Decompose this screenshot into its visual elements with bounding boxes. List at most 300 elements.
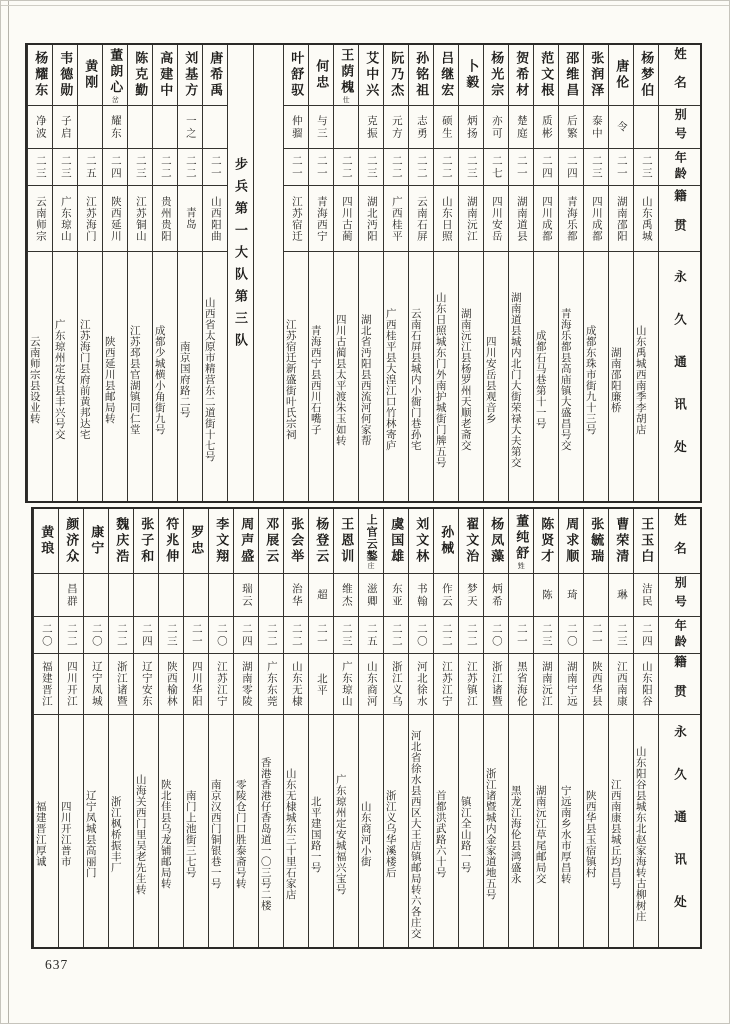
age-cell-text: 二〇	[40, 622, 52, 648]
address-cell-text: 镇江全山路一号	[459, 795, 471, 873]
alias-cell-text: 瑞云	[240, 582, 252, 608]
alias-cell	[159, 573, 183, 616]
roster-column	[483, 509, 508, 947]
age-cell-text: 二二	[65, 622, 77, 648]
age-cell-text: 二四	[109, 154, 121, 180]
age-cell	[59, 616, 83, 653]
name-cell-text: 董朗心岔	[108, 47, 124, 103]
alias-cell-text: 元方	[390, 114, 402, 140]
alias-cell	[434, 573, 458, 616]
native-place-cell-text: 青海乐都	[565, 195, 577, 242]
name-cell-text: 上官云鏊庄	[365, 513, 378, 569]
alias-cell-text: 炳希	[490, 582, 502, 608]
address-cell	[334, 251, 358, 501]
alias-cell-text: 昌群	[65, 582, 77, 608]
address-cell	[484, 251, 508, 501]
age-cell-text: 二二	[340, 154, 352, 180]
age-cell	[409, 148, 433, 185]
alias-cell	[634, 105, 658, 148]
age-cell	[634, 148, 658, 185]
alias-cell	[509, 105, 533, 148]
roster-column	[283, 509, 308, 947]
address-cell-text: 青海乐都县高庙镇大盛昌号交	[559, 308, 571, 451]
address-cell	[409, 714, 433, 947]
name-cell	[53, 45, 77, 105]
name-cell	[159, 509, 183, 573]
roster-column	[583, 509, 608, 947]
alias-cell	[359, 105, 383, 148]
age-cell	[34, 616, 58, 653]
age-cell-text: 二三	[340, 622, 352, 648]
address-cell	[559, 714, 583, 947]
header-age	[659, 148, 700, 185]
roster-column	[608, 45, 633, 501]
address-cell-text: 四川安岳县观音乡	[484, 335, 496, 424]
address-cell-text: 北平建国路一号	[309, 795, 321, 873]
alias-cell	[334, 573, 358, 616]
roster-column	[633, 509, 658, 947]
name-cell-text: 吕继宏	[439, 51, 455, 99]
name-cell-text: 邵维昌	[564, 51, 580, 99]
name-cell	[434, 509, 458, 573]
name-cell	[559, 509, 583, 573]
native-place-cell-text: 广东东莞	[265, 661, 277, 707]
native-place-cell	[284, 653, 308, 714]
alias-cell-text: 超	[315, 588, 327, 602]
age-cell-text: 二二	[415, 154, 427, 180]
header-alias-label: 别号	[673, 576, 688, 614]
roster-column	[533, 509, 558, 947]
address-cell	[209, 714, 233, 947]
alias-cell-text: 陈	[540, 588, 552, 602]
age-cell-text: 二一	[590, 622, 602, 648]
alias-cell-text: 治华	[290, 582, 302, 608]
age-cell-text: 二五	[84, 154, 96, 180]
age-cell	[434, 616, 458, 653]
name-cell	[309, 45, 333, 105]
roster-column	[508, 509, 533, 947]
address-cell	[359, 714, 383, 947]
page-number: 637	[45, 957, 69, 972]
header-address	[659, 251, 700, 501]
native-place-cell	[634, 185, 658, 251]
address-cell-text: 香港香港仔香岛道一〇三号二楼	[259, 757, 271, 911]
address-cell-text: 福建晋江厚诚	[34, 801, 46, 867]
scan-edge	[8, 1, 9, 1023]
age-cell	[78, 148, 102, 185]
native-place-cell	[78, 185, 102, 251]
name-cell	[534, 45, 558, 105]
native-place-cell-text: 山西阳曲	[209, 195, 221, 242]
section-title: 步兵第一大队第三队	[233, 157, 248, 355]
age-cell	[484, 616, 508, 653]
age-cell	[434, 148, 458, 185]
name-cell-text: 张润泽	[589, 51, 605, 99]
age-cell-text: 二二	[184, 154, 196, 180]
address-cell	[309, 251, 333, 501]
address-cell	[459, 714, 483, 947]
alias-cell	[103, 105, 127, 148]
age-cell	[384, 148, 408, 185]
header-name-label: 姓名	[672, 512, 687, 570]
alias-cell	[178, 105, 202, 148]
address-cell-text: 湖南邵阳廉桥	[609, 346, 621, 413]
native-place-cell-text: 江西南康	[615, 661, 627, 707]
native-place-cell	[459, 653, 483, 714]
alias-cell-text: 琳	[615, 588, 627, 602]
age-cell	[359, 148, 383, 185]
name-cell-text: 高建中	[158, 51, 174, 99]
name-cell	[59, 509, 83, 573]
age-cell	[103, 148, 127, 185]
name-cell	[609, 45, 633, 105]
age-cell-text: 二二	[390, 154, 402, 180]
name-cell-text: 唐伦	[614, 59, 630, 91]
address-cell	[334, 714, 358, 947]
roster-column	[358, 45, 383, 501]
age-cell	[609, 616, 633, 653]
address-cell-text: 浙江枫桥振丰厂	[109, 795, 121, 873]
name-cell	[509, 45, 533, 105]
native-place-cell	[134, 653, 158, 714]
alias-cell	[309, 105, 333, 148]
native-place-cell-text: 湖南宁远	[565, 661, 577, 707]
address-cell	[284, 251, 308, 501]
alias-cell	[459, 573, 483, 616]
header-column	[658, 509, 700, 947]
age-cell-text: 二三	[134, 154, 146, 180]
address-cell-text: 首都洪武路六十号	[434, 790, 446, 878]
roster-column	[608, 509, 633, 947]
name-cell	[128, 45, 152, 105]
name-cell-text: 艾中兴	[364, 51, 380, 99]
address-cell	[434, 251, 458, 501]
alias-cell-text: 楚庭	[515, 114, 527, 140]
address-cell-text: 广东琼州定安县丰兴号交	[53, 319, 65, 440]
alias-cell	[34, 573, 58, 616]
alias-cell	[484, 105, 508, 148]
native-place-cell-text: 青海西宁	[315, 195, 327, 242]
name-cell	[178, 45, 202, 105]
roster-column	[183, 509, 208, 947]
native-place-cell-text: 江苏铜山	[134, 195, 146, 242]
name-cell-text: 颜济众	[64, 517, 80, 565]
address-cell	[359, 251, 383, 501]
age-cell-text: 二二	[465, 622, 477, 648]
age-cell	[284, 616, 308, 653]
native-place-cell	[109, 653, 133, 714]
alias-cell-text: 与三	[315, 114, 327, 140]
roster-column	[308, 509, 333, 947]
name-cell-text: 贺希材	[514, 51, 530, 99]
name-cell-text: 李文翔	[214, 517, 230, 565]
name-cell-text: 周求顺	[564, 517, 580, 565]
address-cell	[184, 714, 208, 947]
address-cell	[584, 251, 608, 501]
address-cell	[384, 714, 408, 947]
name-cell	[584, 509, 608, 573]
alias-cell-text: 维杰	[340, 582, 352, 608]
native-place-cell	[534, 653, 558, 714]
address-cell	[609, 251, 633, 501]
name-cell	[34, 509, 58, 573]
alias-cell	[534, 573, 558, 616]
name-cell	[334, 509, 358, 573]
roster-column	[408, 45, 433, 501]
name-cell-text: 张会举	[289, 517, 305, 565]
roster-column	[433, 45, 458, 501]
alias-cell-text: 克振	[365, 114, 377, 140]
header-age-label: 年龄	[673, 151, 688, 183]
alias-cell-text: 仲骝	[290, 114, 302, 140]
address-cell-text: 陕西延川县邮局转	[103, 335, 115, 424]
name-cell	[484, 509, 508, 573]
age-cell-text: 二〇	[415, 622, 427, 648]
native-place-cell	[203, 185, 227, 251]
name-cell-text: 刘基方	[183, 51, 199, 99]
address-cell	[534, 714, 558, 947]
roster-column	[27, 45, 52, 501]
native-place-cell-text: 四川古蔺	[340, 195, 352, 242]
age-cell-text: 二三	[34, 154, 46, 180]
header-address-label: 永久通讯处	[672, 270, 687, 483]
native-place-cell	[359, 653, 383, 714]
name-cell-text: 阮乃杰	[389, 51, 405, 99]
name-annotation: 甡	[517, 561, 526, 569]
address-cell	[78, 251, 102, 501]
address-cell-text: 江西南康县城丘均昌号	[609, 779, 621, 889]
address-cell	[459, 251, 483, 501]
age-cell-text: 二二	[440, 154, 452, 180]
age-cell	[584, 616, 608, 653]
age-cell	[509, 148, 533, 185]
native-place-cell	[334, 653, 358, 714]
native-place-cell-text: 广东琼山	[340, 661, 352, 707]
native-place-cell	[609, 653, 633, 714]
native-place-cell	[209, 653, 233, 714]
name-cell	[84, 509, 108, 573]
alias-cell-text: 质彬	[540, 114, 552, 140]
roster-table-bottom	[31, 507, 702, 949]
roster-column	[258, 509, 283, 947]
alias-cell-text: 琦	[565, 588, 577, 602]
age-cell-text: 二〇	[215, 622, 227, 648]
header-column	[658, 45, 700, 501]
name-cell	[109, 509, 133, 573]
name-cell	[434, 45, 458, 105]
age-cell-text: 二三	[465, 154, 477, 180]
age-cell-text: 二三	[615, 622, 627, 648]
address-cell	[178, 251, 202, 501]
native-place-cell-text: 广东琼山	[59, 195, 71, 242]
native-place-cell-text: 青岛	[184, 207, 196, 230]
name-cell	[359, 45, 383, 105]
roster-column	[52, 45, 77, 501]
header-native	[659, 185, 700, 251]
address-cell-text: 云南师宗县设业转	[28, 335, 40, 424]
native-place-cell-text: 江苏海门	[84, 195, 96, 242]
native-place-cell-text: 陕西延川	[109, 195, 121, 242]
address-cell-text: 湖北省沔阳县西流河何家帮	[359, 313, 371, 446]
address-cell	[234, 714, 258, 947]
age-cell-text: 二二	[115, 622, 127, 648]
age-cell-text: 二〇	[490, 622, 502, 648]
native-place-cell	[103, 185, 127, 251]
native-place-cell	[28, 185, 52, 251]
alias-cell	[28, 105, 52, 148]
alias-cell	[259, 573, 283, 616]
alias-cell-text: 志勇	[415, 114, 427, 140]
age-cell	[559, 616, 583, 653]
native-place-cell-text: 云南石屏	[415, 195, 427, 242]
age-cell	[334, 616, 358, 653]
native-place-cell-text: 浙江诸暨	[115, 661, 127, 707]
address-cell-text: 河北省徐水县西区大王店镇邮局转六各庄交	[409, 729, 421, 939]
name-cell-text: 邓展云	[264, 517, 280, 565]
alias-cell	[78, 105, 102, 148]
name-cell	[309, 509, 333, 573]
alias-cell	[209, 573, 233, 616]
age-cell-text: 二一	[615, 154, 627, 180]
native-place-cell-text: 山东日照	[440, 195, 452, 242]
name-cell	[484, 45, 508, 105]
address-cell-text: 四川古蔺县太平渡朱玉如转	[334, 313, 346, 446]
age-cell	[534, 148, 558, 185]
age-cell-text: 二二	[390, 622, 402, 648]
native-place-cell	[534, 185, 558, 251]
native-place-cell-text: 黑省海伦	[515, 661, 527, 707]
name-cell	[534, 509, 558, 573]
age-cell-text: 二二	[159, 154, 171, 180]
alias-cell	[509, 573, 533, 616]
name-cell-text: 符兆伸	[164, 517, 180, 565]
roster-column	[233, 509, 258, 947]
native-place-cell	[634, 653, 658, 714]
alias-cell	[634, 573, 658, 616]
native-place-cell	[309, 185, 333, 251]
age-cell	[28, 148, 52, 185]
name-cell-text: 黄刚	[83, 59, 99, 91]
address-cell-text: 青海西宁县西川石嘴子	[309, 324, 321, 435]
roster-column	[208, 509, 233, 947]
native-place-cell	[559, 185, 583, 251]
native-place-cell	[484, 653, 508, 714]
name-cell-text: 杨光宗	[489, 51, 505, 99]
alias-cell-text: 令	[615, 120, 627, 134]
address-cell	[103, 251, 127, 501]
age-cell	[134, 616, 158, 653]
native-place-cell-text: 江苏宿迁	[290, 195, 302, 242]
roster-column	[283, 45, 308, 501]
roster-column	[558, 45, 583, 501]
native-place-cell	[509, 653, 533, 714]
alias-cell	[59, 573, 83, 616]
roster-column	[458, 45, 483, 501]
address-cell-text: 江苏邳县官湖镇同仁堂	[128, 324, 140, 435]
address-cell-text: 云南石屏县城内小衙门巷孙宅	[409, 308, 421, 451]
age-cell-text: 二四	[640, 622, 652, 648]
address-cell-text: 山东阳谷县城东北赵家海转古柳树庄	[634, 746, 646, 922]
age-cell	[128, 148, 152, 185]
age-cell	[209, 616, 233, 653]
age-cell-text: 二一	[515, 154, 527, 180]
native-place-cell-text: 湖南沅江	[540, 661, 552, 707]
address-cell-text: 广东琼州定安城福兴宝号	[334, 773, 346, 895]
address-cell	[153, 251, 177, 501]
alias-cell	[559, 573, 583, 616]
alias-cell-text: 泰中	[590, 114, 602, 140]
name-cell	[259, 509, 283, 573]
alias-cell	[409, 105, 433, 148]
address-cell-text: 黑龙江海伦县鸿盛永	[509, 784, 521, 884]
name-cell	[409, 509, 433, 573]
name-cell-text: 孙铭祖	[414, 51, 430, 99]
roster-column	[333, 45, 358, 501]
roster-column	[408, 509, 433, 947]
address-cell	[134, 714, 158, 947]
roster-column	[33, 509, 58, 947]
name-cell-text: 杨登云	[314, 517, 330, 565]
age-cell	[634, 616, 658, 653]
address-cell-text: 零陵仓门口胜泰斋号转	[234, 779, 246, 889]
address-cell	[609, 714, 633, 947]
address-cell	[34, 714, 58, 947]
age-cell	[459, 616, 483, 653]
name-cell	[203, 45, 227, 105]
alias-cell	[434, 105, 458, 148]
age-cell-text: 二二	[440, 622, 452, 648]
alias-cell-text: 亦可	[490, 114, 502, 140]
age-cell-text: 二〇	[90, 622, 102, 648]
age-cell-text: 二三	[640, 154, 652, 180]
native-place-cell-text: 陕西华县	[590, 661, 602, 707]
native-place-cell-text: 四川开江	[65, 661, 77, 707]
name-cell-text: 唐希禹	[208, 51, 224, 99]
native-place-cell-text: 四川成都	[540, 195, 552, 242]
age-cell-text: 二一	[190, 622, 202, 648]
name-cell	[153, 45, 177, 105]
native-place-cell-text: 浙江义乌	[390, 661, 402, 707]
address-cell-text: 浙江诸暨城内金家道地五号	[484, 768, 496, 900]
age-cell-text: 二一	[315, 154, 327, 180]
age-cell-text: 二三	[365, 154, 377, 180]
native-place-cell-text: 山东无棣	[290, 661, 302, 707]
age-cell-text: 二三	[590, 154, 602, 180]
address-cell	[109, 714, 133, 947]
header-age	[659, 616, 700, 653]
name-cell	[459, 509, 483, 573]
alias-cell	[134, 573, 158, 616]
header-alias	[659, 573, 700, 616]
name-cell	[384, 509, 408, 573]
name-cell-text: 杨梦伯	[639, 51, 655, 99]
native-place-cell	[309, 653, 333, 714]
name-cell	[459, 45, 483, 105]
age-cell-text: 二三	[165, 622, 177, 648]
age-cell	[484, 148, 508, 185]
roster-table-top	[25, 43, 702, 503]
address-cell	[59, 714, 83, 947]
address-cell-text: 四川开江普市	[59, 801, 71, 867]
address-cell	[484, 714, 508, 947]
name-cell-text: 王玉白	[639, 517, 655, 565]
native-place-cell	[359, 185, 383, 251]
roster-column	[458, 509, 483, 947]
address-cell-text: 宁远南乡水市厚昌转	[559, 784, 571, 884]
name-annotation: 岔	[111, 95, 120, 103]
native-place-cell	[409, 653, 433, 714]
age-cell	[53, 148, 77, 185]
